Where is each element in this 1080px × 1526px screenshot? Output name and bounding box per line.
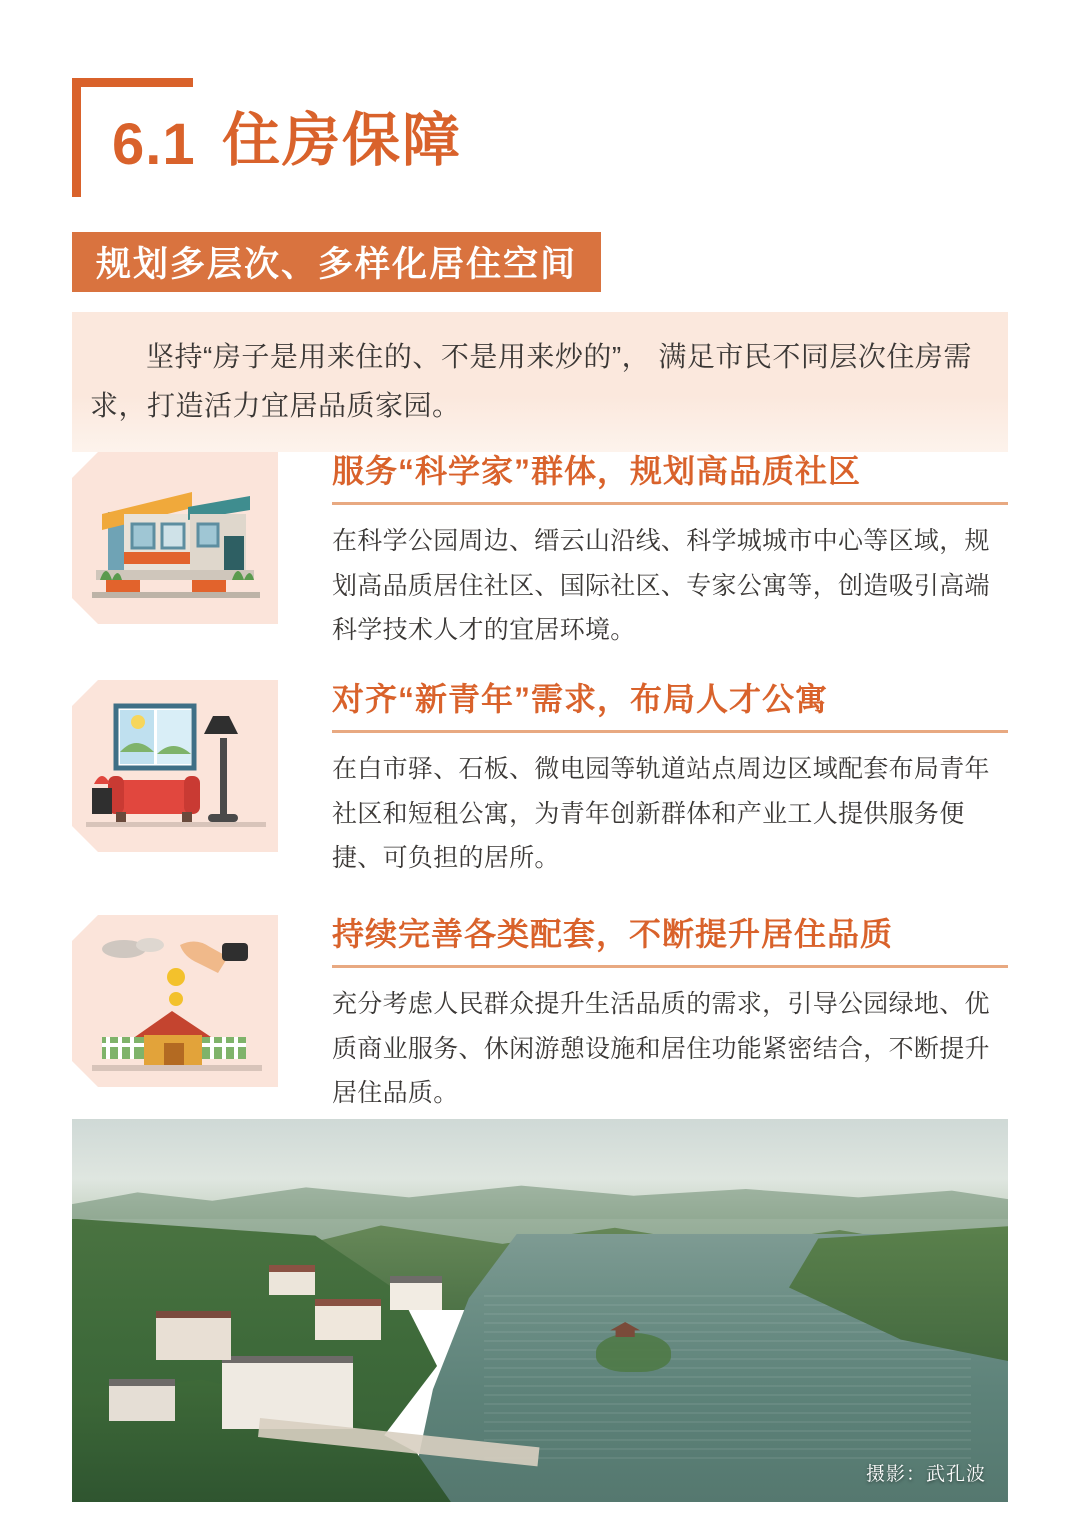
feature-body: [332, 680, 1008, 881]
feature-title: 对齐“新青年”需求，布局人才公寓: [332, 681, 829, 717]
photo-credit: 摄影：武孔波: [865, 1464, 986, 1485]
feature-divider: [332, 965, 1008, 968]
feature-text: 在白市驿、石板、微电园等轨道站点周边区域配套布局青年社区和短租公寓，为青年创新群体和产业工人提供服务便捷、可负担的居所。: [332, 755, 990, 873]
photo-villa: [269, 1265, 316, 1295]
feature-text: 充分考虑人民群众提升生活品质的需求，引导公园绿地、优质商业服务、休闲游憩设施和居住功能紧密结合，不断提升居住品质。: [332, 990, 990, 1108]
photo-villa: [156, 1311, 231, 1360]
page-title: 住房保障: [222, 108, 463, 173]
living-room-icon: [72, 680, 278, 852]
section-header: [72, 78, 632, 208]
photo-illustration: [72, 1119, 1008, 1502]
section-banner: 规划多层次、多样化居住空间: [72, 232, 601, 292]
feature-body: [332, 915, 1008, 1116]
photo-villa: [222, 1356, 353, 1428]
feature-title: 服务“科学家”群体，规划高品质社区: [332, 453, 862, 489]
photo-islet: [596, 1333, 671, 1371]
photo-villa: [315, 1299, 381, 1340]
modern-house-icon: [72, 452, 278, 624]
house-savings-icon: [72, 915, 278, 1087]
photo-villa: [109, 1379, 175, 1420]
feature-text: 在科学公园周边、缙云山沿线、科学城城市中心等区域，规划高品质居住社区、国际社区、专家公寓等，创造吸引高端科学技术人才的宜居环境。: [332, 527, 990, 645]
feature-title: 持续完善各类配套，不断提升居住品质: [332, 916, 894, 952]
landscape-photo: [72, 1119, 1008, 1502]
feature-divider: [332, 730, 1008, 733]
section-number: 6.1: [112, 112, 196, 177]
intro-paragraph: 坚持“房子是用来住的、不是用来炒的”， 满足市民不同层次住房需求，打造活力宜居品质家园。: [72, 312, 1008, 452]
feature-body: [332, 452, 1008, 653]
photo-villa: [390, 1276, 441, 1310]
feature-divider: [332, 502, 1008, 505]
